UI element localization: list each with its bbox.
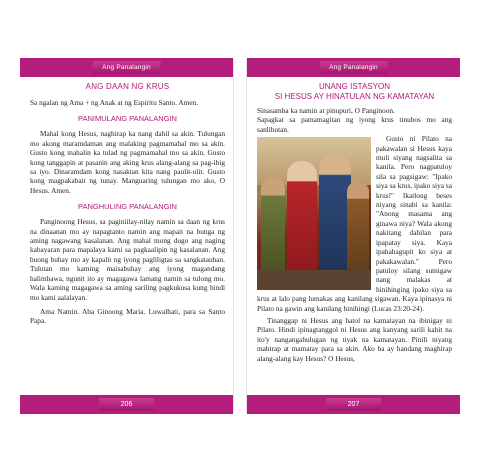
- right-header-band: [247, 58, 460, 77]
- left-header-band: [20, 58, 233, 77]
- response-line-2: Sapagkat sa pamamagitan ng iyong krus tinubos mo ang sanlibutan.: [257, 115, 452, 134]
- left-page: [20, 58, 233, 414]
- gospel-narrative: Gusto ni Pilato na pakawalan si Hesus kaya muli siyang nagsalita sa kanila. Pero nagpatuloy sila sa pagsigaw: "Ipako siya sa krus, ipako siya sa krus!" Ikatlong beses niyang sinabi sa kanila: "Anong masama ang ginawa niya? Wala akong nakitang dahilan para ipapatay siya. Kaya ipahahagupit ko siya at pakakawalan." Pero patuloy silang sumigaw nang malakas at hinihinging ipako siya sa krus at lalo pang lumakas ang kanilang sigawan. Kaya ipinasya ni Pilato na gawin ang kanilang hinihingi (Lucas 23:20-24).: [257, 134, 452, 313]
- closing-prayer-heading: PANGHULING PANALANGIN: [78, 202, 177, 212]
- sign-of-cross: Sa ngalan ng Ama + ng Anak at ng Espiritu Santo. Amen.: [30, 98, 199, 107]
- left-page-content: [30, 82, 225, 390]
- station-title: UNANG ISTASYON: [319, 82, 390, 91]
- ending-prayers: Ama Namin. Aba Ginoong Maria. Luwalhati, para sa Santo Papa.: [30, 306, 225, 326]
- left-running-header: Ang Panalangin: [92, 61, 161, 74]
- left-footer-band: [20, 395, 233, 414]
- right-page-number: 207: [326, 398, 382, 411]
- page-title: ANG DAAN NG KRUS: [85, 82, 170, 91]
- right-running-header: Ang Panalangin: [319, 61, 388, 74]
- opening-prayer-heading: PANIMULANG PANALANGIN: [78, 114, 177, 124]
- opening-prayer-text: Mahal kong Hesus, naghirap ka nang dahil sa akin. Tulungan mo akong maramdaman ang malaking pagmamahal mo sa akin. Gusto kong mahalin ka tulad ng pagmamahal mo sa akin. Gusto kong tanggapin at pasanin ang aking krus alang-alang sa pag-ibig sa iyo. Dinaramdam kong nasaktan kita nang paulit-ulit. Gusto kong magpakabait ng tunay. Manguaring tulungan mo ako, O Hesus. Amen.: [30, 129, 225, 195]
- station-painting: [257, 137, 371, 290]
- response-line: Sinasamba ka namin at pinupuri, O Panginoon.: [257, 106, 395, 115]
- closing-prayer-text: Panginoong Hesus, sa paginiilay-nilay namin sa daan ng krus na dinaanan mo ay napagtanto namin ang mapait na bunga ng aming nagawang kasalanan. Ang mahal mong dugo ang naging kabayaran para mapalaya kami sa pagkaalipin ng kasalanan. Ang buong buhay mo ay kapalit ng iyong pagliligtas sa sangkatauhan. Tulutan mo kaming maisabuhay ang iyong magandang halimbawa, ngunit ito ay magagawa lamang namin sa tulong mo. Wala kaming magagawa sa aming sariling pagkukusa kung hindi mo kami aalalayan.: [30, 217, 225, 302]
- right-page: [247, 58, 460, 414]
- left-page-number: 206: [99, 398, 155, 411]
- station-subtitle: SI HESUS AY HINATULAN NG KAMATAYAN: [274, 92, 435, 101]
- right-page-content: [257, 82, 452, 390]
- right-footer-band: [247, 395, 460, 414]
- reflection-text: Tinanggap ni Hesus ang hatol na kamatayan na ibinigay ni Pilato. Hindi ipinagtanggol ni Hesus ang kanyang sarili kahit na ito'y nangangahulugan ng tiyak na kamatayan. Pinili niyang mahirap at mamatay para sa akin. Ako ba ay handang maghirap alang-alang kay Hesus? O Hesus,: [257, 315, 452, 363]
